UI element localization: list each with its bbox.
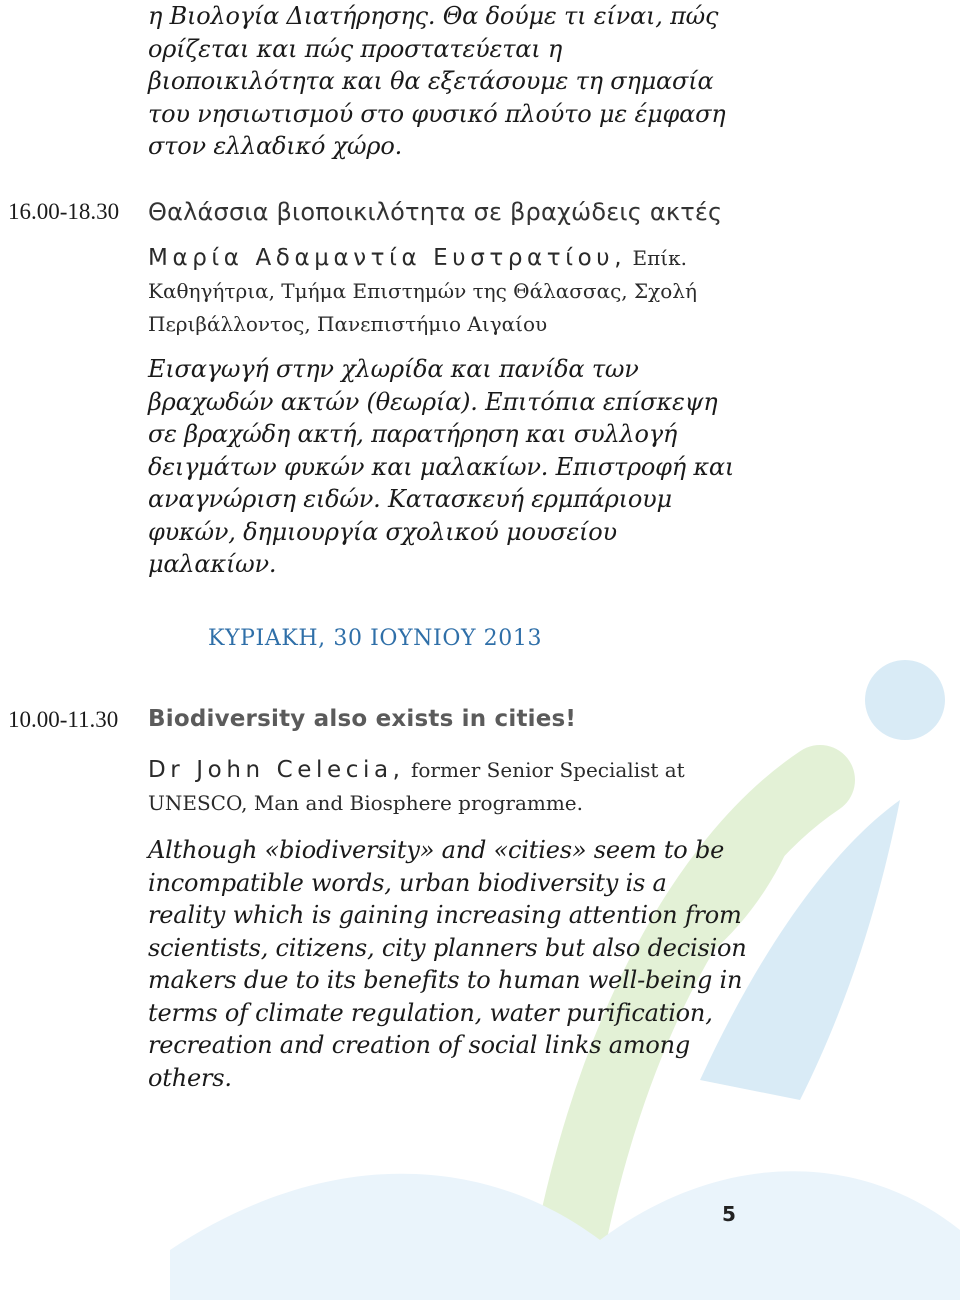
- session-time: 16.00-18.30: [8, 199, 120, 224]
- speaker-name: Dr John Celecia,: [148, 757, 405, 783]
- page-number: 5: [722, 1202, 736, 1226]
- speaker-info: [148, 242, 758, 341]
- speaker-info: [148, 754, 758, 820]
- day-heading: ΚΥΡΙΑΚΗ, 30 ΙΟΥΝΙΟΥ 2013: [208, 626, 543, 651]
- speaker-affiliation: former Senior Specialist at UNESCO, Man and Biosphere programme.: [148, 758, 685, 815]
- session-description: Εισαγωγή στην χλωρίδα και πανίδα των βραχωδών ακτών (θεωρία). Επιτόπια επίσκεψη σε βραχώδη ακτή, παρατήρηση και συλλογή δειγμάτων φυκών και μαλακίων. Επιστροφή και αναγνώριση ειδών. Κατασκευή ερμπάριουμ φυκών, δημιουργία σχολικού μουσείου μαλακίων.: [148, 355, 735, 578]
- intro-paragraph: η Βιολογία Διατήρησης. Θα δούμε τι είναι, πώς ορίζεται και πώς προστατεύεται η βιοποικιλότητα και θα εξετάσουμε τη σημασία του νησιωτισμού στο φυσικό πλούτο με έμφαση στον ελλαδικό χώρο.: [148, 2, 726, 160]
- session-title: Θαλάσσια βιοποικιλότητα σε βραχώδεις ακτές: [148, 198, 723, 226]
- session-time: 10.00-11.30: [8, 707, 119, 732]
- session-title: Biodiversity also exists in cities!: [148, 706, 577, 732]
- speaker-name: Μαρία Αδαμαντία Ευστρατίου,: [148, 245, 627, 271]
- session-description: Although «biodiversity» and «cities» seem to be incompatible words, urban biodiversity is a reality which is gaining increasing attention from scientists, citizens, city planners but also decision makers due to its benefits to human well-being in terms of climate regulation, water purification, recreation and creation of social links among others.: [148, 836, 747, 1092]
- speaker-affiliation: Επίκ. Καθηγήτρια, Τμήμα Επιστημών της Θάλασσας, Σχολή Περιβάλλοντος, Πανεπιστήμιο Αιγαίου: [148, 246, 697, 336]
